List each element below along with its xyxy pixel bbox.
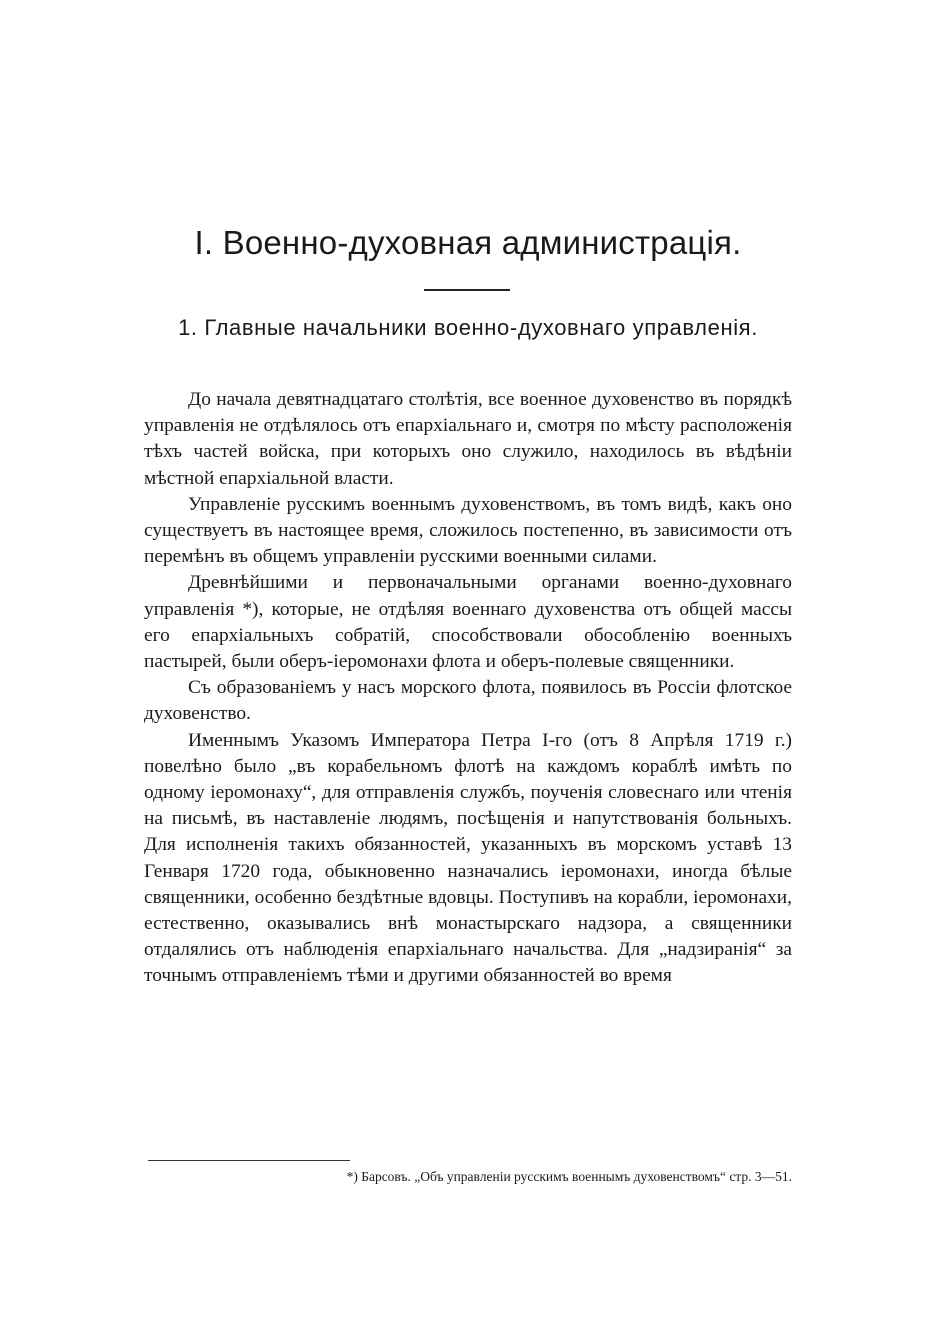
footnote: *) Барсовъ. „Объ управленіи русскимъ военнымъ духовенствомъ“ стр. 3—51. bbox=[346, 1169, 792, 1184]
title-divider bbox=[424, 289, 510, 291]
paragraph-3: Древнѣйшими и первоначальными органами военно-духовнаго управленія *), которые, не отдѣляя военнаго духовенства отъ общей массы его епархіальныхъ собратій, способствовали обособленію военныхъ пастырей, были оберъ-іеромонахи флота и оберъ-полевые священники. bbox=[144, 572, 792, 673]
paragraph-2: Управленіе русскимъ военнымъ духовенствомъ, въ томъ видѣ, какъ оно существуетъ въ настоящее время, сложилось постепенно, въ зависимости отъ перемѣнъ въ общемъ управленіи русскими военными силами. bbox=[144, 493, 792, 568]
footnote-divider bbox=[148, 1160, 350, 1161]
chapter-title: I. Военно-духовная администрація. bbox=[194, 224, 742, 261]
paragraph-4: Съ образованіемъ у насъ морского флота, появилось въ Россіи флотское духовенство. bbox=[144, 677, 792, 725]
paragraph-1: До начала девятнадцатаго столѣтія, все военное духовенство въ порядкѣ управленія не отдѣлялось отъ епархіальнаго и, смотря по мѣсту расположенія тѣхъ частей войска, при которыхъ оно служило, находилось въ вѣдѣніи мѣстной епархіальной власти. bbox=[144, 389, 792, 489]
section-title: 1. Главные начальники военно-духовнаго управленія. bbox=[178, 315, 758, 340]
paragraph-5: Именнымъ Указомъ Императора Петра I-го (отъ 8 Апрѣля 1719 г.) повелѣно было „въ корабельномъ флотѣ на каждомъ кораблѣ имѣть по одному іеромонаху“, для отправленія службъ, поученія словеснаго или чтенія на письмѣ, въ наставленіе людямъ, посѣщенія и напутствованія больныхъ. Для исполненія такихъ обязанностей, указанныхъ въ морскомъ уставѣ 13 Генваря 1720 года, обыкновенно назначались іеромонахи, иногда бѣлые священники, особенно бездѣтные вдовцы. Поступивъ на корабли, іеромонахи, естественно, оказывались внѣ монастырскаго надзора, а священники отдалялись отъ наблюденія епархіальнаго начальства. Для „надзиранія“ за точнымъ отправленіемъ тѣми и другими обязанностей во время bbox=[144, 729, 792, 987]
body-text bbox=[144, 387, 792, 990]
